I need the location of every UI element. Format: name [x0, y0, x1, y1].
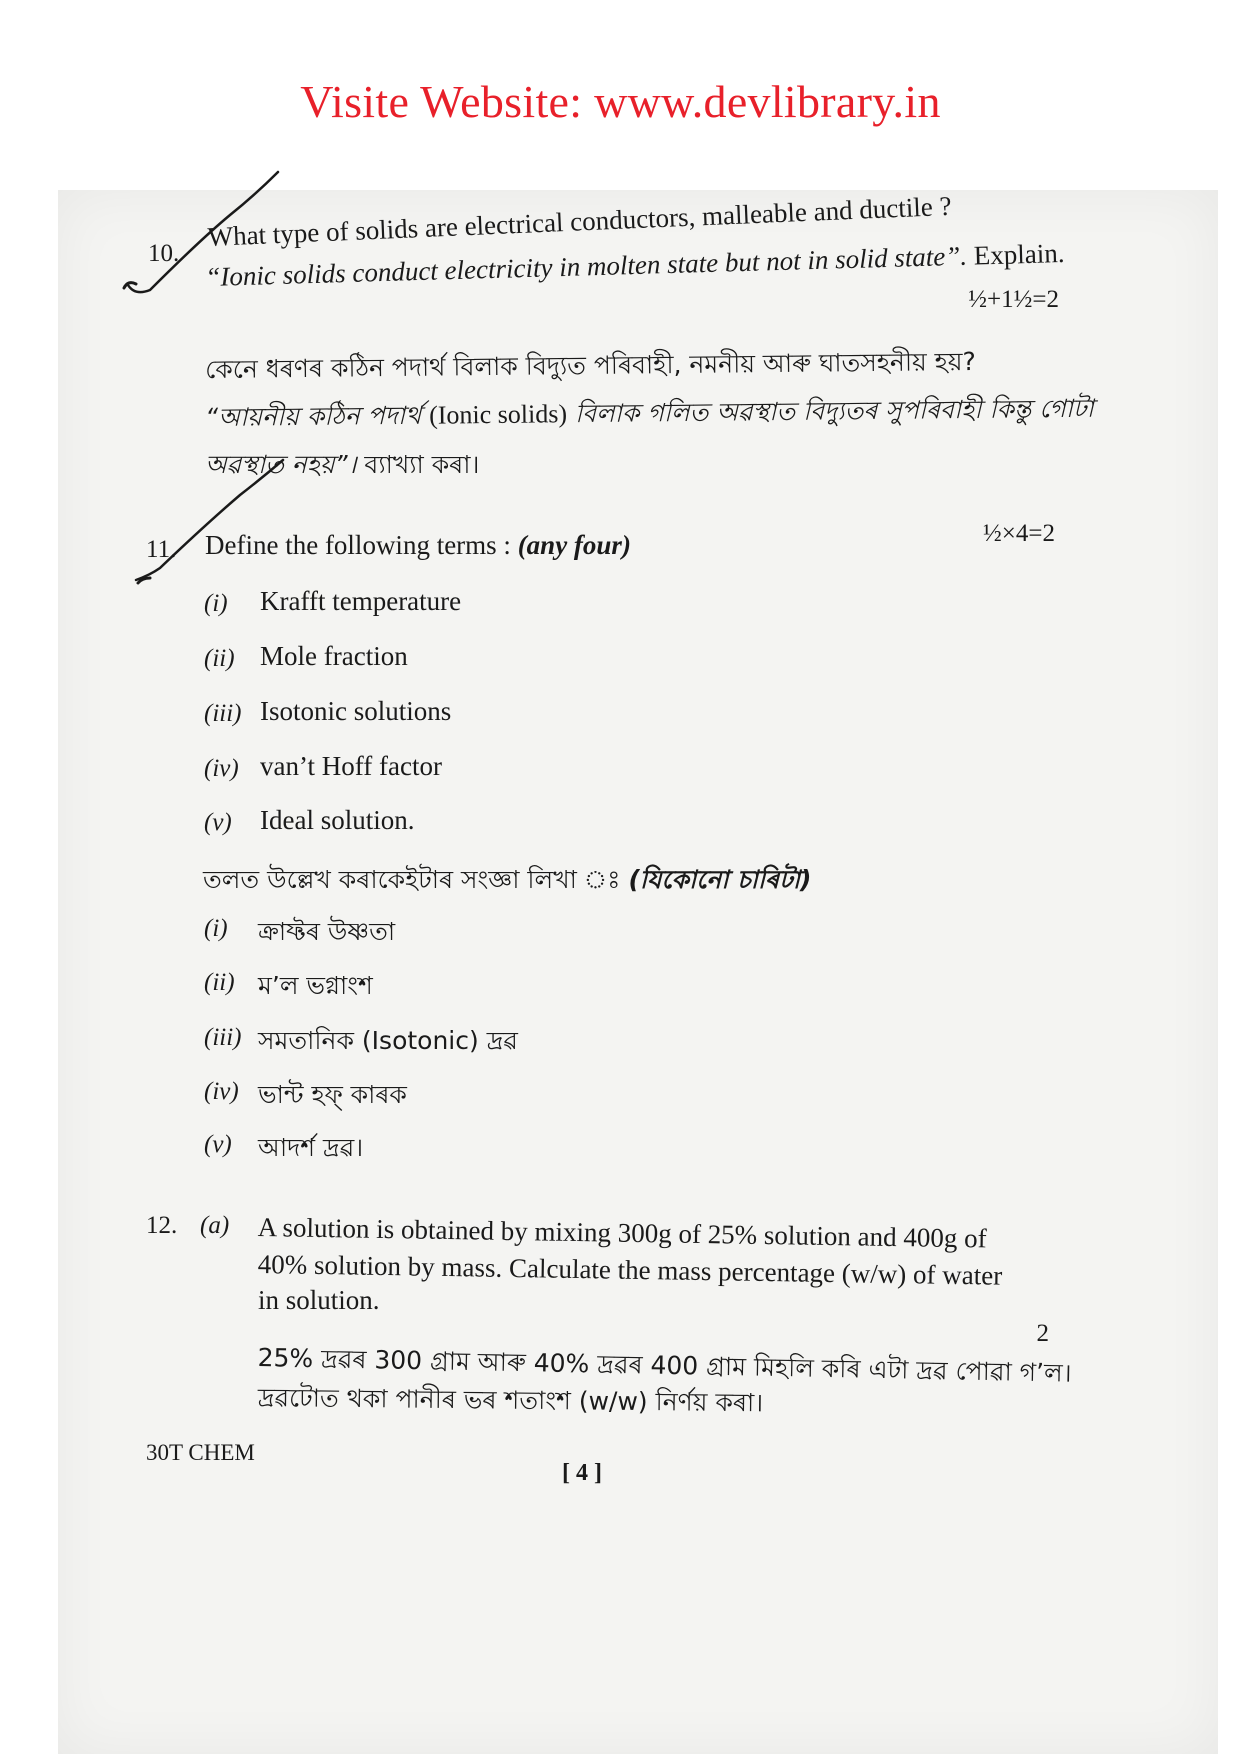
q11-item-text: Ideal solution.	[260, 805, 415, 835]
q11-as-stem-italic: (যিকোনো চাৰিটা)	[628, 865, 812, 894]
q11-item-num: (i)	[204, 590, 228, 617]
q11-as-stem-text: তলত উল্লেখ কৰাকেইটাৰ সংজ্ঞা লিখা ঃ	[203, 865, 629, 894]
q11-as-item-text: ম’ল ভগ্নাংশ	[258, 971, 373, 1000]
q10-as-part-c: বিলাক গলিত অৱস্থাত বিদ্যুতৰ সুপৰিবাহী কিন্তু গোটা	[566, 393, 1094, 429]
q11-as-item-text: সমতানিক (Isotonic) দ্ৰৱ	[258, 1026, 518, 1055]
q12-english-line2: 40% solution by mass. Calculate the mass percentage (w/w) of water	[257, 1249, 1003, 1291]
q11-as-item-num: (i)	[204, 915, 228, 942]
q12-english-line1: A solution is obtained by mixing 300g of 25% solution and 400g of	[257, 1212, 987, 1254]
q11-as-item-num: (iii)	[204, 1024, 242, 1051]
website-banner: Visite Website: www.devlibrary.in	[300, 76, 941, 127]
q12-english-line3: in solution.	[258, 1285, 380, 1315]
q11-item-num: (ii)	[204, 645, 235, 672]
q10-quote: “Ionic solids conduct electricity in molten state but not in solid state”.	[205, 240, 968, 292]
q12-number: 12.	[146, 1212, 178, 1239]
q10-as-part-a: “আয়নীয় কঠিন পদাৰ্থ	[205, 400, 430, 432]
q10-as-line3-b: ব্যাখ্যা কৰা।	[356, 450, 480, 479]
q11-as-item-num: (iv)	[204, 1078, 239, 1105]
q11-as-item-text: ভান্ট হফ্ কাৰক	[258, 1080, 407, 1109]
q11-item-num: (iii)	[204, 700, 242, 727]
paper-code: 30T CHEM	[146, 1440, 255, 1465]
q10-as-part-b: (Ionic solids)	[428, 399, 568, 430]
q11-stem	[205, 530, 631, 561]
q11-marks: ½×4=2	[983, 520, 1055, 547]
q10-english-line1: What type of solids are electrical conductors, malleable and ductile ?	[207, 190, 953, 252]
q12-marks: 2	[1036, 1320, 1049, 1347]
q11-as-item-num: (v)	[204, 1131, 232, 1158]
q11-as-item-text: আদৰ্শ দ্ৰৱ।	[258, 1133, 364, 1162]
q11-as-item-text: ক্ৰাফ্টৰ উষ্ণতা	[258, 917, 396, 946]
q10-number: 10.	[148, 240, 180, 267]
page-number: [ 4 ]	[562, 1460, 602, 1486]
q10-assamese-line1: কেনে ধৰণৰ কঠিন পদাৰ্থ বিলাক বিদ্যুত পৰিবাহী, নমনীয় আৰু ঘাতসহনীয় হয়?	[205, 346, 977, 384]
q10-marks: ½+1½=2	[968, 286, 1059, 313]
q11-item-num: (v)	[204, 809, 232, 836]
q11-item-text: Isotonic solutions	[260, 696, 452, 726]
q11-stem-italic: (any four)	[517, 530, 631, 560]
q11-assamese-stem	[203, 860, 811, 903]
q11-as-item-num: (ii)	[204, 969, 235, 996]
q10-explain: Explain.	[966, 238, 1065, 271]
q12-assamese-line2: দ্ৰৱটোত থকা পানীৰ ভৰ শতাংশ (w/w) নিৰ্ণয় কৰা।	[257, 1382, 764, 1418]
q11-stem-text: Define the following terms :	[205, 530, 518, 560]
q12-assamese-line1: 25% দ্ৰৱৰ 300 গ্ৰাম আৰু 40% দ্ৰৱৰ 400 গ্ৰাম মিহলি কৰি এটা দ্ৰৱ পোৱা গ’ল।	[257, 1342, 1072, 1388]
q12-part: (a)	[200, 1212, 230, 1239]
q10-assamese-line3	[205, 445, 479, 488]
q11-item-text: Krafft temperature	[260, 586, 462, 616]
q11-number: 11.	[146, 536, 177, 563]
q11-item-text: Mole fraction	[260, 641, 408, 671]
q10-as-line3-a: অৱস্থাত নহয়”।	[205, 450, 357, 479]
q11-item-text: van’t Hoff factor	[260, 751, 442, 781]
q11-item-num: (iv)	[204, 755, 239, 782]
